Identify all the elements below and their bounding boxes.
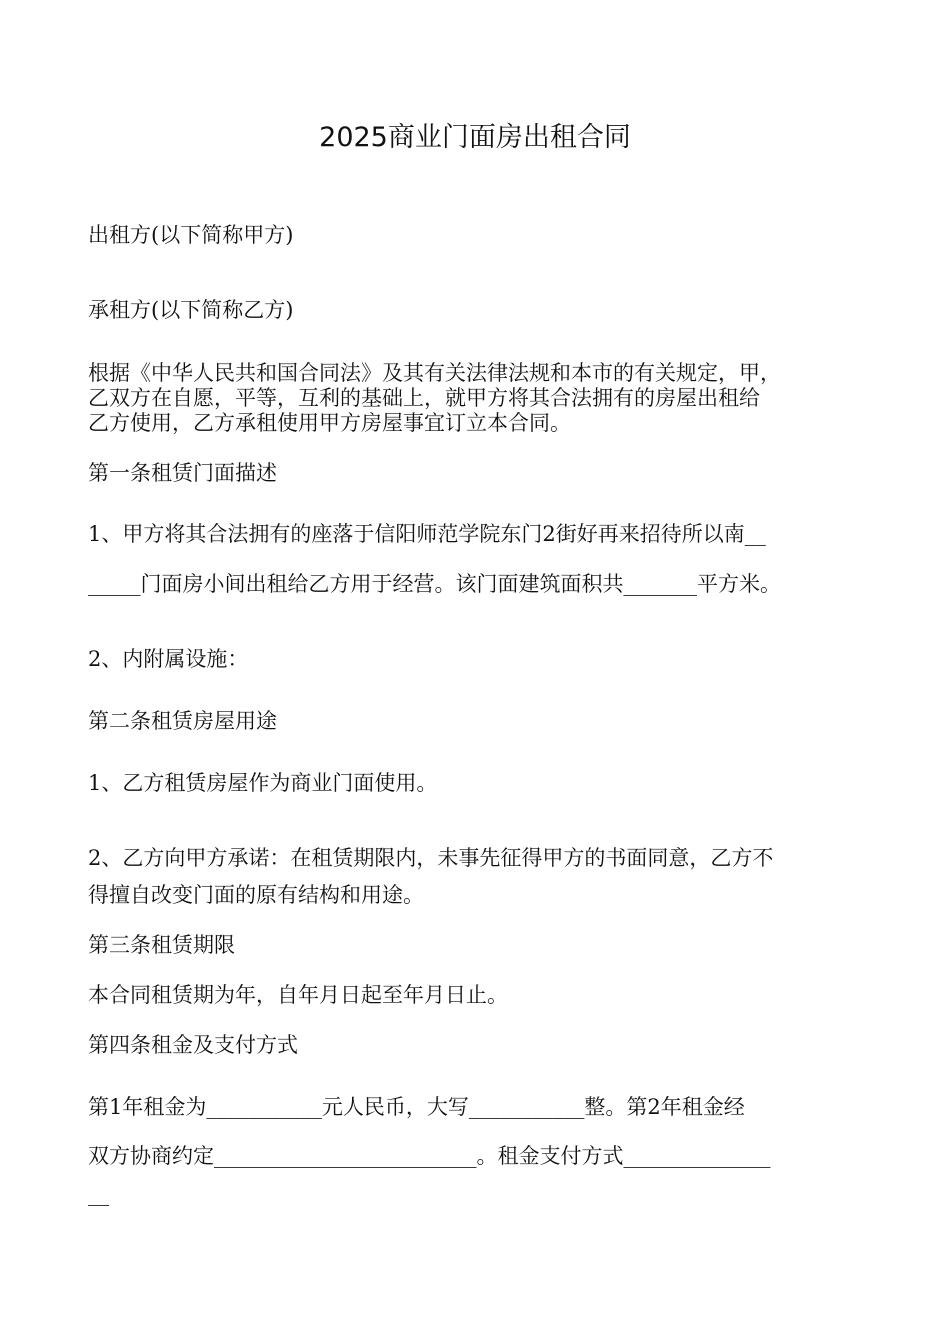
article-2-item-1: 1、乙方租赁房屋作为商业门面使用。 [88,771,438,795]
preamble-line-2: 乙双方在自愿，平等，互利的基础上，就甲方将其合法拥有的房屋出租给 [88,386,760,410]
preamble-line-3: 乙方使用，乙方承租使用甲方房屋事宜订立本合同。 [88,411,571,435]
lessor-line: 出租方(以下简称甲方) [88,223,294,247]
article-1-item-1-line-2: _____门面房小间出租给乙方用于经营。该门面建筑面积共_______平方米。 [88,572,781,596]
article-1-item-1-line-1: 1、甲方将其合法拥有的座落于信阳师范学院东门2街好再来招待所以南__ [88,522,766,546]
article-4-text-line-1: 第1年租金为___________元人民币，大写___________整。第2年租金经 [88,1095,745,1119]
article-4-heading: 第四条租金及支付方式 [88,1033,298,1057]
article-2-item-2-line-1: 2、乙方向甲方承诺：在租赁期限内，未事先征得甲方的书面同意，乙方不 [88,846,774,870]
document-title: 2025商业门面房出租合同 [319,122,631,153]
article-3-text: 本合同租赁期为年，自年月日起至年月日止。 [88,983,508,1007]
article-2-item-2-line-2: 得擅自改变门面的原有结构和用途。 [88,883,424,907]
article-4-text-line-2: 双方协商约定_________________________。租金支付方式______________ [88,1144,771,1168]
preamble-line-1: 根据《中华人民共和国合同法》及其有关法律法规和本市的有关规定，甲， [88,361,781,385]
article-2-heading: 第二条租赁房屋用途 [88,709,277,733]
article-3-heading: 第三条租赁期限 [88,933,235,957]
article-4-text-line-3: __ [88,1182,109,1206]
article-1-heading: 第一条租赁门面描述 [88,461,277,485]
lessee-line: 承租方(以下简称乙方) [88,298,294,322]
article-1-item-2: 2、内附属设施： [88,647,249,671]
